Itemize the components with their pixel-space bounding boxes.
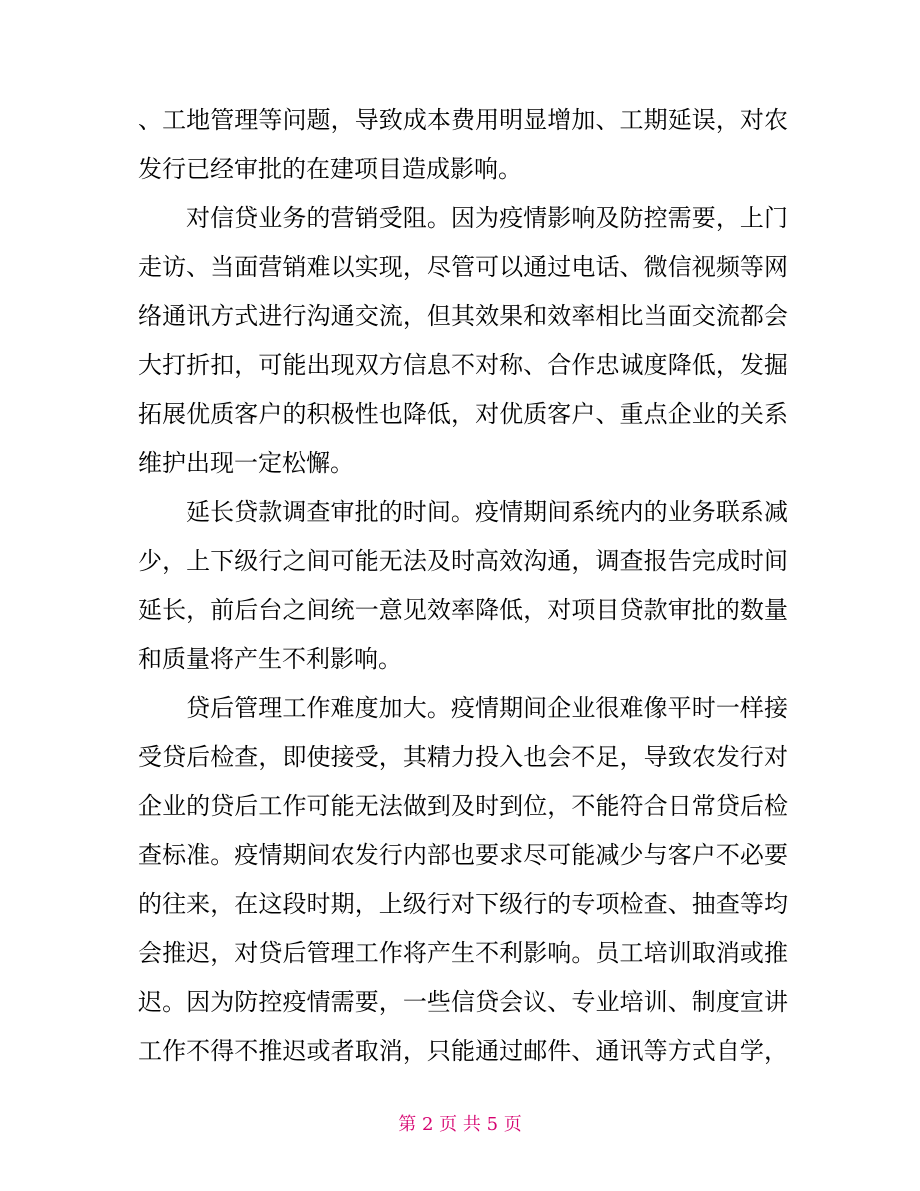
text-line: 企业的贷后工作可能无法做到及时到位，不能符合日常贷后检 bbox=[138, 792, 788, 820]
text-line: 受贷后检查，即使接受，其精力投入也会不足，导致农发行对 bbox=[138, 743, 788, 771]
text-line: 和质量将产生不利影响。 bbox=[138, 645, 402, 673]
text-line: 查标准。疫情期间农发行内部也要求尽可能减少与客户不必要 bbox=[138, 841, 788, 869]
text-line: 的往来，在这段时期，上级行对下级行的专项检查、抽查等均 bbox=[138, 890, 788, 918]
text-line: 走访、当面营销难以实现，尽管可以通过电话、微信视频等网 bbox=[138, 253, 788, 281]
text-line: 延长，前后台之间统一意见效率降低，对项目贷款审批的数量 bbox=[138, 596, 788, 624]
text-line: 延长贷款调查审批的时间。疫情期间系统内的业务联系减 bbox=[186, 498, 788, 526]
page-footer bbox=[0, 1110, 920, 1140]
text-line: 大打折扣，可能出现双方信息不对称、合作忠诚度降低，发掘 bbox=[138, 351, 788, 379]
text-line: 拓展优质客户的积极性也降低，对优质客户、重点企业的关系 bbox=[138, 400, 788, 428]
text-line: 少，上下级行之间可能无法及时高效沟通，调查报告完成时间 bbox=[138, 547, 788, 575]
text-line: 、工地管理等问题，导致成本费用明显增加、工期延误，对农 bbox=[138, 106, 788, 134]
text-line: 发行已经审批的在建项目造成影响。 bbox=[138, 155, 522, 183]
text-line: 会推迟，对贷后管理工作将产生不利影响。员工培训取消或推 bbox=[138, 939, 788, 967]
text-line: 络通讯方式进行沟通交流，但其效果和效率相比当面交流都会 bbox=[138, 302, 788, 330]
page-number-label: 第 2 页 共 5 页 bbox=[398, 1114, 522, 1135]
text-line: 工作不得不推迟或者取消，只能通过邮件、通讯等方式自学， bbox=[138, 1037, 788, 1065]
text-line: 对信贷业务的营销受阻。因为疫情影响及防控需要，上门 bbox=[186, 204, 788, 232]
text-line: 迟。因为防控疫情需要，一些信贷会议、专业培训、制度宣讲 bbox=[138, 988, 788, 1016]
text-line: 贷后管理工作难度加大。疫情期间企业很难像平时一样接 bbox=[186, 694, 788, 722]
text-line: 维护出现一定松懈。 bbox=[138, 449, 354, 477]
